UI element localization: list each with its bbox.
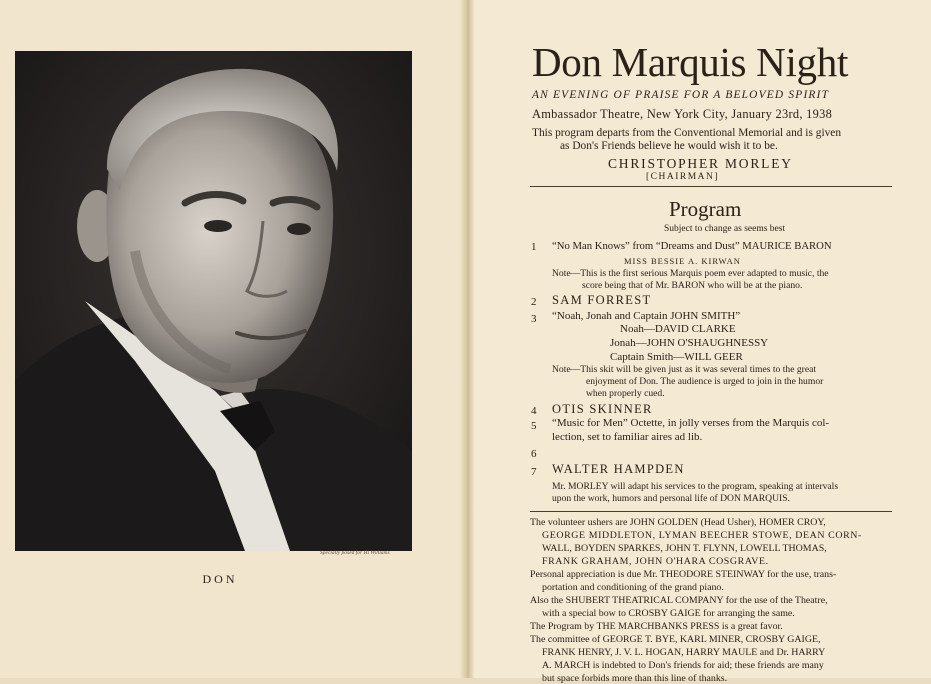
left-page bbox=[0, 0, 466, 678]
item-note: Mr. MORLEY will adapt his services to the program, speaking at intervals bbox=[552, 481, 839, 492]
ack-line: FRANK GRAHAM, JOHN O'HARA COSGRAVE. bbox=[542, 556, 769, 567]
item-note: upon the work, humors and personal life of DON MARQUIS. bbox=[552, 493, 790, 504]
item-note: Note—This is the first serious Marquis poem ever adapted to music, the bbox=[552, 268, 829, 279]
item-number: 2 bbox=[531, 296, 537, 308]
ack-line: The Program by THE MARCHBANKS PRESS is a great favor. bbox=[530, 621, 783, 632]
program-item: lection, set to familiar aires ad lib. bbox=[552, 431, 703, 443]
right-page bbox=[474, 0, 931, 684]
item-note: enjoyment of Don. The audience is urged to join in the humor bbox=[586, 376, 824, 387]
program-subtitle: Subject to change as seems best bbox=[664, 224, 786, 234]
ack-line: Also the SHUBERT THEATRICAL COMPANY for the use of the Theatre, bbox=[530, 595, 828, 606]
item-number: 5 bbox=[531, 420, 537, 432]
ack-line: GEORGE MIDDLETON, LYMAN BEECHER STOWE, DEAN CORN- bbox=[542, 530, 862, 541]
program-item: WALTER HAMPDEN bbox=[552, 462, 685, 476]
purpose-line-1: This program departs from the Conventional Memorial and is given bbox=[532, 127, 842, 139]
item-performer: MISS BESSIE A. KIRWAN bbox=[624, 256, 741, 266]
cast-member: Noah—DAVID CLARKE bbox=[620, 323, 736, 335]
program-title: Program bbox=[669, 197, 742, 221]
portrait-photo bbox=[15, 51, 412, 551]
cast-member: Jonah—JOHN O'SHAUGHNESSY bbox=[610, 337, 769, 349]
divider-top bbox=[530, 186, 892, 187]
divider-bottom bbox=[530, 511, 892, 512]
ack-line: A. MARCH is indebted to Don's friends for aid; these friends are many bbox=[542, 660, 824, 671]
chairman-role: [CHAIRMAN] bbox=[646, 172, 720, 182]
ack-line: with a special bow to CROSBY GAIGE for arranging the same. bbox=[542, 608, 795, 619]
photo-credit: Specially posed for Hi Williams bbox=[320, 550, 390, 556]
venue-line: Ambassador Theatre, New York City, January 23rd, 1938 bbox=[532, 107, 833, 121]
item-note: score being that of Mr. BARON who will be at the piano. bbox=[582, 280, 803, 291]
item-number: 7 bbox=[531, 466, 537, 478]
ack-line: Personal appreciation is due Mr. THEODORE STEINWAY for the use, trans- bbox=[530, 569, 837, 580]
chairman-name: CHRISTOPHER MORLEY bbox=[608, 156, 793, 171]
program-item: “Noah, Jonah and Captain JOHN SMITH” bbox=[552, 310, 741, 322]
purpose-line-2: as Don's Friends believe he would wish it to be. bbox=[560, 140, 778, 152]
page-subtitle: AN EVENING OF PRAISE FOR A BELOVED SPIRIT bbox=[532, 89, 830, 101]
item-note: Note—This skit will be given just as it was several times to the great bbox=[552, 364, 817, 375]
item-number: 6 bbox=[531, 448, 537, 460]
ack-line: WALL, BOYDEN SPARKES, JOHN T. FLYNN, LOWELL THOMAS, bbox=[542, 543, 827, 554]
ack-line: but space forbids more than this line of thanks. bbox=[542, 673, 728, 684]
photo-caption: DON bbox=[202, 572, 238, 586]
ack-line: FRANK HENRY, J. V. L. HOGAN, HARRY MAULE and Dr. HARRY bbox=[542, 647, 826, 658]
item-number: 4 bbox=[531, 405, 537, 417]
page-gutter bbox=[460, 0, 474, 678]
item-number: 3 bbox=[531, 313, 537, 325]
cast-member: Captain Smith—WILL GEER bbox=[610, 351, 743, 363]
program-item: SAM FORREST bbox=[552, 293, 652, 307]
program-item: “Music for Men” Octette, in jolly verses from the Marquis col- bbox=[552, 417, 830, 429]
program-item: OTIS SKINNER bbox=[552, 402, 653, 416]
program-item: “No Man Knows” from “Dreams and Dust” MAURICE BARON bbox=[552, 240, 832, 252]
ack-line: The volunteer ushers are JOHN GOLDEN (Head Usher), HOMER CROY, bbox=[530, 517, 826, 528]
item-number: 1 bbox=[531, 241, 537, 253]
item-note: when properly cued. bbox=[586, 388, 665, 399]
ack-line: The committee of GEORGE T. BYE, KARL MINER, CROSBY GAIGE, bbox=[530, 634, 821, 645]
page-title: Don Marquis Night bbox=[532, 39, 849, 85]
ack-line: portation and conditioning of the grand piano. bbox=[542, 582, 724, 593]
